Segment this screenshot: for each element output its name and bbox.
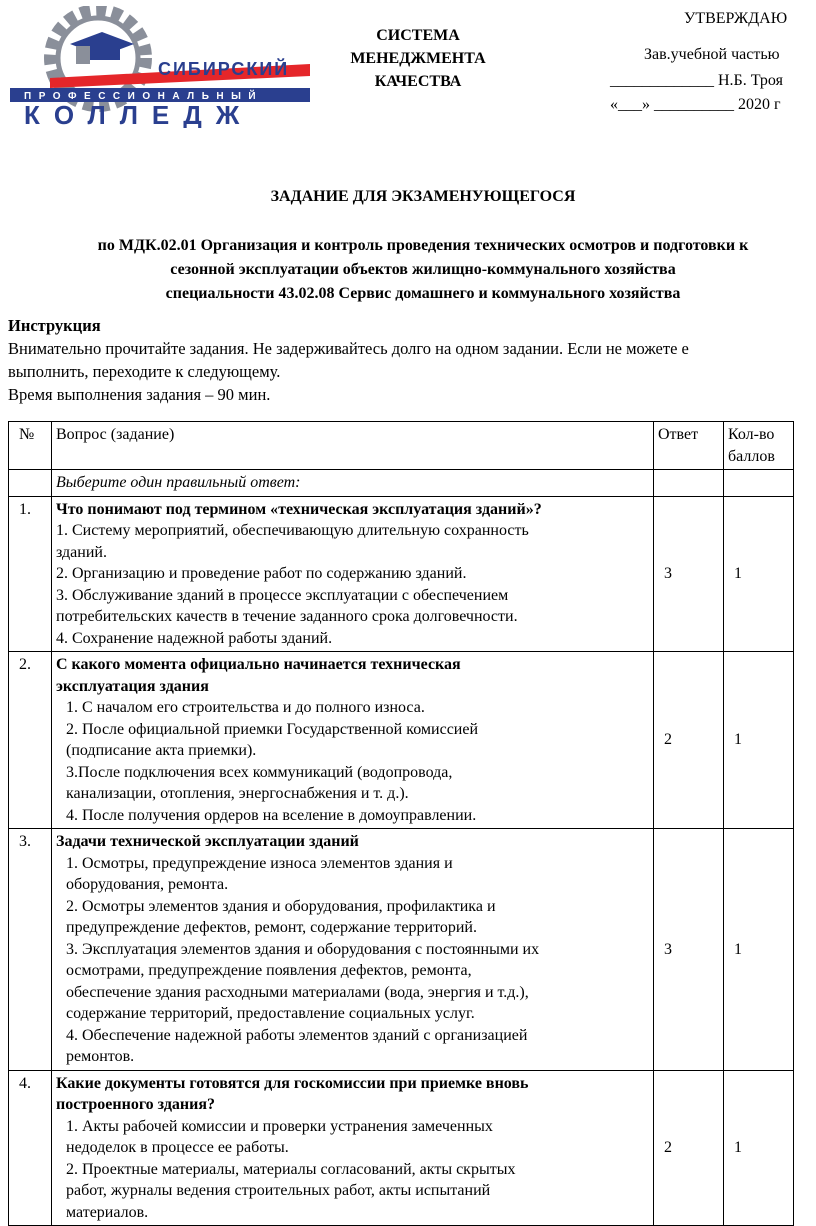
header-points-line-1: Кол-во	[728, 426, 775, 443]
option-line: 3. Эксплуатация элементов здания и оборудования с постоянными их	[66, 940, 540, 958]
logo-bottom-text: КОЛЛЕДЖ	[24, 100, 254, 128]
option-line: (подписание акта приемки).	[66, 742, 257, 759]
option-line: 4. После получения ордеров на вселение в домоуправлении.	[66, 806, 477, 824]
approve-position: Зав.учебной частью	[644, 46, 780, 63]
row-question-cell	[52, 829, 654, 1071]
instruction-line-1: Внимательно прочитайте задания. Не задерживайтесь долго на одном задании. Если не можете е	[8, 339, 689, 358]
option-line: недоделок в процессе ее работы.	[66, 1139, 289, 1156]
table-row	[9, 652, 794, 829]
logo-top-text: СИБИРСКИЙ	[158, 59, 290, 79]
header-answer: Ответ	[654, 422, 724, 470]
option-line: работ, журналы ведения строительных работ, акты испытаний	[66, 1182, 491, 1199]
instruction-line-2: выполнить, переходите к следующему.	[8, 362, 281, 381]
row-num: 4.	[9, 1070, 52, 1226]
table-row	[9, 829, 794, 1071]
college-logo-graphic	[10, 6, 310, 128]
qms-line-3: КАЧЕСТВА	[374, 73, 462, 90]
row-answer: 3	[654, 496, 724, 652]
table-row	[9, 1070, 794, 1226]
header-question: Вопрос (задание)	[52, 422, 654, 470]
question-text-line-2: построенного здания?	[56, 1096, 216, 1113]
row-question-cell	[52, 1070, 654, 1226]
instruction-line-3: Время выполнения задания – 90 мин.	[8, 385, 271, 404]
table-header-row	[9, 422, 794, 470]
logo-mid-text: ПРОФЕССИОНАЛЬНЫЙ	[24, 91, 264, 102]
section-note: Выберите один правильный ответ:	[52, 470, 654, 497]
option-line: 1. Осмотры, предупреждение износа элементов здания и	[66, 854, 453, 872]
option-line: 4. Сохранение надежной работы зданий.	[56, 629, 333, 647]
option-line: 3. Обслуживание зданий в процессе эксплуатации с обеспечением	[56, 586, 509, 604]
option-line: обеспечение здания расходными материалами (вода, энергия и т.д.),	[66, 983, 529, 1001]
row-answer: 3	[654, 829, 724, 1071]
row-num: 1.	[9, 496, 52, 652]
option-line: содержание территорий, предоставление социальных услуг.	[66, 1005, 475, 1022]
approve-label: УТВЕРЖДАЮ	[684, 10, 788, 27]
row-question-cell	[52, 496, 654, 652]
row-points: 1	[724, 829, 794, 1071]
college-logo	[10, 6, 310, 128]
qms-line-2: МЕНЕДЖМЕНТА	[350, 50, 486, 67]
instruction-block	[8, 314, 689, 406]
row-num: 3.	[9, 829, 52, 1071]
option-line: 4. Обеспечение надежной работы элементов зданий с организацией	[66, 1026, 528, 1044]
row-points: 1	[724, 652, 794, 829]
instruction-heading: Инструкция	[8, 316, 101, 335]
option-line: потребительских качеств в течение заданного срока долговечности.	[56, 608, 518, 625]
subject-line-1: по МДК.02.01 Организация и контроль проведения технических осмотров и подготовки к	[97, 237, 749, 254]
exam-table	[8, 421, 794, 1226]
header-points	[724, 422, 794, 470]
row-question-cell	[52, 652, 654, 829]
option-line: канализации, отопления, энергоснабжения и т. д.).	[66, 785, 409, 802]
option-line: ремонтов.	[66, 1048, 135, 1065]
option-line: предупреждение дефектов, ремонт, содержание территорий.	[66, 919, 477, 936]
section-note-row	[9, 470, 794, 497]
option-line: 1. Акты рабочей комиссии и проверки устранения замеченных	[66, 1117, 493, 1135]
row-points: 1	[724, 1070, 794, 1226]
option-line: 1. С началом его строительства и до полного износа.	[66, 699, 425, 716]
option-line: оборудования, ремонта.	[66, 876, 229, 893]
subject-line-2: сезонной эксплуатации объектов жилищно-коммунального хозяйства	[170, 261, 676, 278]
option-line: зданий.	[56, 543, 107, 561]
option-line: 1. Систему мероприятий, обеспечивающую длительную сохранность	[56, 522, 529, 539]
option-line: 2. Осмотры элементов здания и оборудования, профилактика и	[66, 897, 496, 915]
question-text: Задачи технической эксплуатации зданий	[56, 833, 359, 850]
option-line: 2. Организацию и проведение работ по содержанию зданий.	[56, 565, 467, 582]
approve-date: «___» __________ 2020 г	[610, 96, 781, 113]
row-answer: 2	[654, 1070, 724, 1226]
subject-heading	[0, 234, 816, 306]
subject-line-3: специальности 43.02.08 Сервис домашнего и коммунального хозяйства	[165, 285, 681, 302]
question-text-line-1: С какого момента официально начинается техническая	[56, 656, 461, 673]
approve-signature: _____________ Н.Б. Троя	[610, 72, 783, 89]
table-row	[9, 496, 794, 652]
page-title: ЗАДАНИЕ ДЛЯ ЭКЗАМЕНУЮЩЕГОСЯ	[270, 188, 576, 205]
qms-line-1: СИСТЕМА	[376, 27, 460, 44]
question-text-line-2: эксплуатация здания	[56, 677, 209, 695]
header-points-line-2: баллов	[728, 447, 775, 465]
option-line: 2. После официальной приемки Государственной комиссией	[66, 720, 479, 738]
header-num: №	[9, 422, 52, 470]
option-line: 3.После подключения всех коммуникаций (водопровода,	[66, 763, 453, 781]
question-text: Что понимают под термином «техническая эксплуатация зданий»?	[56, 500, 542, 518]
row-num: 2.	[9, 652, 52, 829]
row-answer: 2	[654, 652, 724, 829]
row-points: 1	[724, 496, 794, 652]
qms-heading	[328, 24, 508, 93]
option-line: материалов.	[66, 1203, 149, 1221]
option-line: 2. Проектные материалы, материалы согласований, акты скрытых	[66, 1160, 516, 1178]
option-line: осмотрами, предупреждение появления дефектов, ремонта,	[66, 962, 472, 979]
question-text-line-1: Какие документы готовятся для госкомиссии при приемке вновь	[56, 1074, 529, 1092]
